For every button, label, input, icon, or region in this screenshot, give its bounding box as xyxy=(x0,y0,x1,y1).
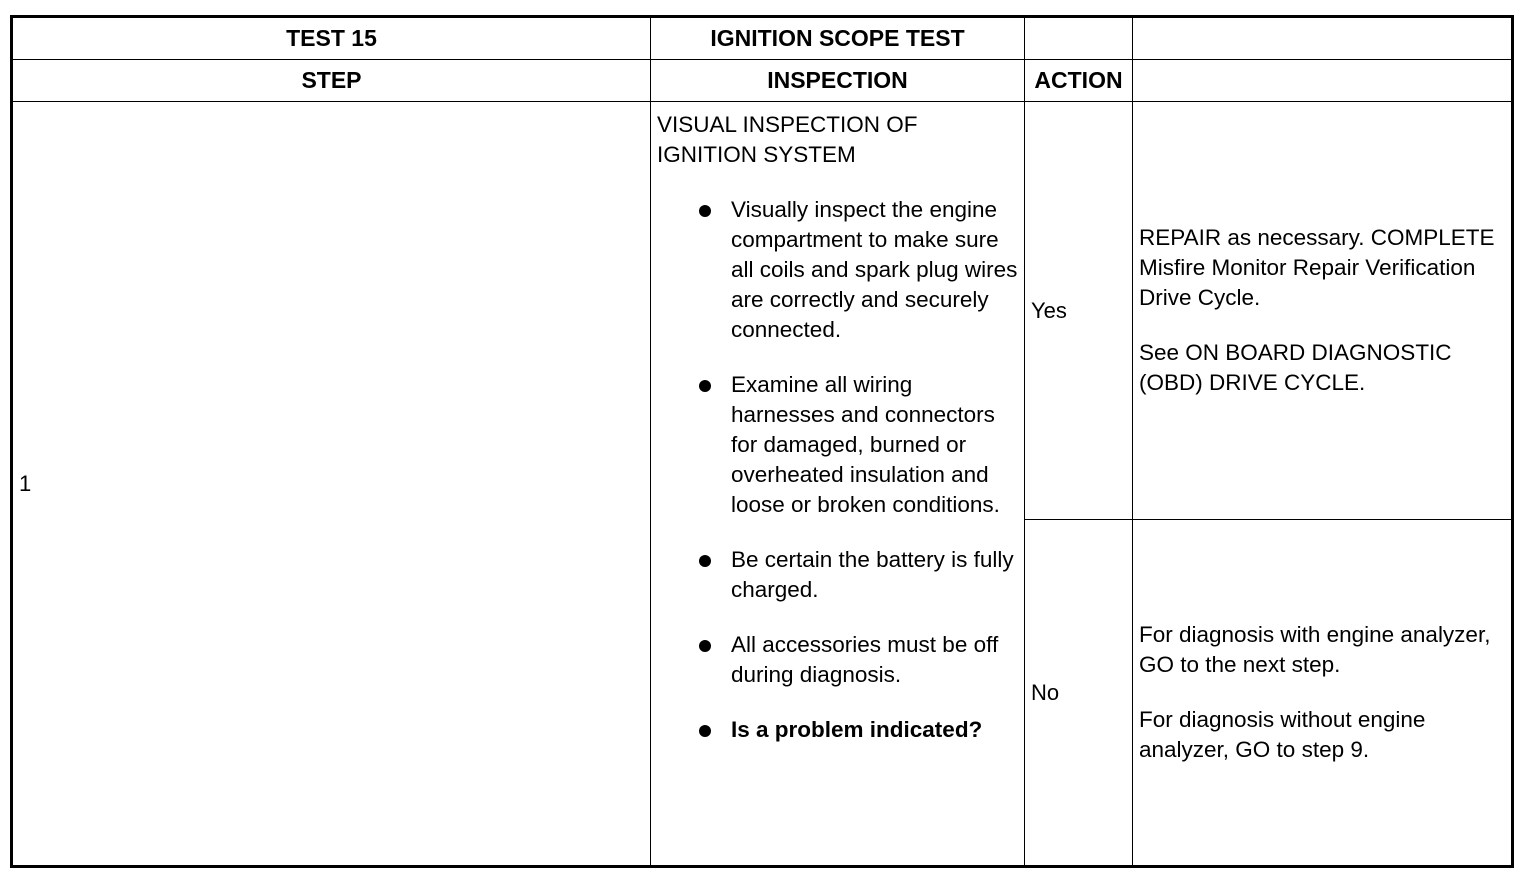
title-row xyxy=(12,17,1513,60)
test-title: IGNITION SCOPE TEST xyxy=(651,17,1025,60)
answer-yes-label: Yes xyxy=(1025,102,1133,520)
bullet-icon xyxy=(699,640,711,652)
inspection-bullet-list xyxy=(657,195,1020,745)
list-item: All accessories must be off during diagnosis. xyxy=(695,630,1020,690)
ignition-scope-test-table xyxy=(10,15,1514,868)
yes-action-text-1: REPAIR as necessary. COMPLETE Misfire Monitor Repair Verification Drive Cycle. xyxy=(1139,225,1495,310)
title-empty-cell-2 xyxy=(1133,17,1513,60)
inspection-cell xyxy=(651,102,1025,867)
list-item: Examine all wiring harnesses and connectors for damaged, burned or overheated insulation and loose or broken conditions. xyxy=(695,370,1020,520)
no-action-text-2: For diagnosis without engine analyzer, GO to step 9. xyxy=(1139,707,1426,762)
bullet-icon xyxy=(699,725,711,737)
step-row-yes xyxy=(12,102,1513,520)
test-label: TEST 15 xyxy=(12,17,651,60)
no-action-text-1: For diagnosis with engine analyzer, GO to the next step. xyxy=(1139,622,1491,677)
bullet-icon xyxy=(699,380,711,392)
column-header-action: ACTION xyxy=(1025,60,1133,102)
bullet-icon xyxy=(699,555,711,567)
column-header-inspection: INSPECTION xyxy=(651,60,1025,102)
bullet-icon xyxy=(699,205,711,217)
inspection-question: Is a problem indicated? xyxy=(695,715,1020,745)
step-number: 1 xyxy=(12,102,651,867)
yes-action-text-2: See ON BOARD DIAGNOSTIC (OBD) DRIVE CYCLE. xyxy=(1139,340,1452,395)
list-item: Be certain the battery is fully charged. xyxy=(695,545,1020,605)
title-empty-cell xyxy=(1025,17,1133,60)
answer-yes-action xyxy=(1133,102,1513,520)
column-header-row xyxy=(12,60,1513,102)
list-item: Visually inspect the engine compartment to make sure all coils and spark plug wires are correctly and securely connected. xyxy=(695,195,1020,345)
answer-no-label: No xyxy=(1025,520,1133,867)
inspection-title xyxy=(657,110,1020,170)
answer-no-action xyxy=(1133,520,1513,867)
column-header-empty xyxy=(1133,60,1513,102)
inspection-title-line1: VISUAL INSPECTION OF xyxy=(657,112,918,137)
column-header-step: STEP xyxy=(12,60,651,102)
inspection-title-line2: IGNITION SYSTEM xyxy=(657,142,856,167)
